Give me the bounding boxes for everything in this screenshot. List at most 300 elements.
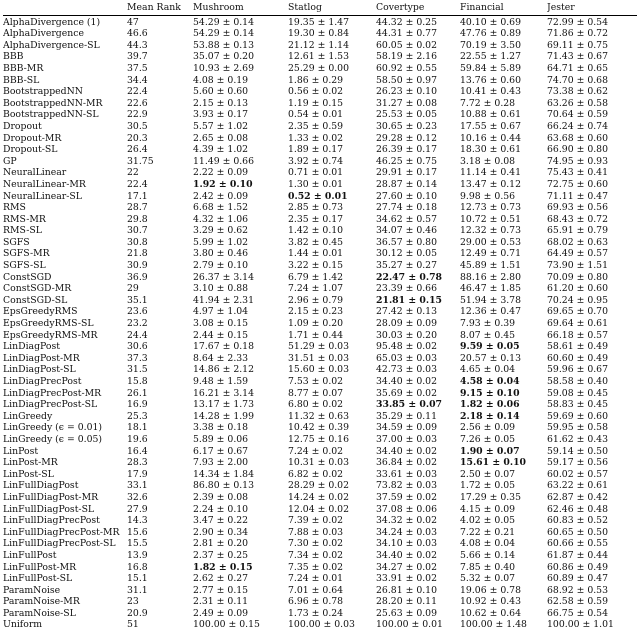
covertype-cell: 35.29 ± 0.11 — [376, 410, 438, 422]
covertype-cell: 26.39 ± 0.17 — [376, 144, 438, 156]
table-row — [3, 318, 637, 330]
financial-cell: 13.76 ± 0.60 — [460, 74, 522, 86]
algorithm-cell: LinPost — [3, 445, 39, 457]
covertype-cell: 35.27 ± 0.27 — [376, 260, 438, 272]
mushroom-cell: 4.32 ± 1.06 — [193, 213, 249, 225]
mushroom-cell: 1.92 ± 0.10 — [193, 178, 253, 190]
jester-cell: 74.70 ± 0.68 — [547, 74, 609, 86]
statlog-cell: 2.15 ± 0.23 — [288, 306, 344, 318]
jester-cell: 75.43 ± 0.41 — [547, 167, 609, 179]
financial-cell: 5.32 ± 0.07 — [460, 573, 516, 585]
statlog-cell: 21.12 ± 1.14 — [288, 39, 350, 51]
financial-cell: 2.56 ± 0.09 — [460, 422, 516, 434]
mushroom-cell: 35.07 ± 0.20 — [193, 51, 255, 63]
financial-cell: 29.00 ± 0.53 — [460, 236, 522, 248]
covertype-cell: 34.40 ± 0.02 — [376, 445, 438, 457]
mean-rank-cell: 29 — [127, 283, 139, 295]
mushroom-cell: 3.08 ± 0.15 — [193, 318, 249, 330]
statlog-cell: 0.71 ± 0.01 — [288, 167, 344, 179]
table-row — [3, 504, 637, 516]
mean-rank-cell: 51 — [127, 619, 139, 631]
algorithm-cell: AlphaDivergence — [3, 28, 84, 40]
statlog-cell: 7.24 ± 0.02 — [288, 445, 344, 457]
table-row — [3, 341, 637, 353]
mushroom-cell: 2.79 ± 0.10 — [193, 260, 249, 272]
mean-rank-cell: 29.8 — [127, 213, 148, 225]
financial-cell: 17.29 ± 0.35 — [460, 491, 522, 503]
statlog-cell: 0.54 ± 0.01 — [288, 109, 344, 121]
jester-cell: 68.02 ± 0.63 — [547, 236, 609, 248]
table-row — [3, 51, 637, 63]
statlog-cell: 1.89 ± 0.17 — [288, 144, 344, 156]
table-row — [3, 596, 637, 608]
mushroom-cell: 9.48 ± 1.59 — [193, 376, 249, 387]
covertype-cell: 95.48 ± 0.02 — [376, 341, 438, 353]
mean-rank-cell: 30.6 — [127, 341, 148, 353]
jester-cell: 61.87 ± 0.44 — [547, 549, 609, 561]
covertype-cell: 35.69 ± 0.02 — [376, 387, 438, 399]
table-row — [3, 295, 637, 307]
covertype-cell: 26.23 ± 0.10 — [376, 86, 438, 98]
financial-cell: 22.55 ± 1.27 — [460, 51, 522, 63]
header-jester: Jester — [547, 2, 637, 15]
jester-cell: 60.89 ± 0.47 — [547, 573, 609, 585]
table-row — [3, 306, 637, 318]
statlog-cell: 7.88 ± 0.03 — [288, 526, 344, 538]
statlog-cell: 51.29 ± 0.03 — [288, 341, 350, 353]
algorithm-cell: LinFullDiagPost-SL — [3, 503, 95, 515]
mean-rank-cell: 23.2 — [127, 318, 148, 330]
statlog-cell: 28.29 ± 0.02 — [288, 480, 350, 492]
financial-cell: 2.50 ± 0.07 — [460, 468, 516, 480]
mean-rank-cell: 28.3 — [127, 457, 148, 469]
mushroom-cell: 53.88 ± 0.13 — [193, 39, 255, 51]
table-row — [3, 225, 637, 237]
statlog-cell: 7.35 ± 0.02 — [288, 561, 344, 573]
mean-rank-cell: 22.6 — [127, 97, 148, 109]
mean-rank-cell: 22.4 — [127, 178, 148, 190]
jester-cell: 60.60 ± 0.49 — [547, 352, 609, 364]
mean-rank-cell: 47 — [127, 16, 139, 28]
algorithm-cell: LinDiagPost-MR — [3, 352, 80, 364]
financial-cell: 51.94 ± 3.78 — [460, 294, 522, 306]
financial-cell: 59.84 ± 5.89 — [460, 62, 522, 74]
mushroom-cell: 16.21 ± 3.14 — [193, 387, 255, 399]
financial-cell: 7.85 ± 0.40 — [460, 561, 516, 573]
mushroom-cell: 14.34 ± 1.84 — [193, 468, 255, 480]
covertype-cell: 34.24 ± 0.03 — [376, 526, 438, 538]
header-covertype: Covertype — [376, 2, 460, 15]
mushroom-cell: 2.39 ± 0.08 — [193, 491, 249, 503]
statlog-cell: 2.35 ± 0.17 — [288, 213, 344, 225]
statlog-cell: 1.86 ± 0.29 — [288, 74, 344, 86]
mushroom-cell: 3.38 ± 0.18 — [193, 422, 249, 434]
covertype-cell: 73.82 ± 0.03 — [376, 480, 438, 492]
covertype-cell: 44.32 ± 0.25 — [376, 16, 438, 28]
financial-cell: 15.61 ± 0.10 — [460, 457, 527, 469]
mean-rank-cell: 19.6 — [127, 433, 148, 445]
financial-cell: 8.07 ± 0.45 — [460, 329, 516, 341]
table-row — [3, 63, 637, 75]
mushroom-cell: 14.28 ± 1.99 — [193, 410, 255, 422]
algorithm-cell: LinGreedy (ϵ = 0.05) — [3, 433, 103, 445]
statlog-cell: 7.24 ± 1.07 — [288, 283, 344, 295]
algorithm-cell: LinFullDiagPrecPost-SL — [3, 538, 116, 550]
jester-cell: 64.71 ± 0.65 — [547, 62, 609, 74]
covertype-cell: 30.65 ± 0.23 — [376, 120, 438, 132]
jester-cell: 69.64 ± 0.61 — [547, 318, 609, 330]
algorithm-cell: RMS-MR — [3, 213, 46, 225]
statlog-cell: 12.61 ± 1.53 — [288, 51, 350, 63]
covertype-cell: 34.40 ± 0.02 — [376, 376, 438, 387]
financial-cell: 88.16 ± 2.80 — [460, 271, 522, 283]
covertype-cell: 34.62 ± 0.57 — [376, 213, 438, 225]
algorithm-cell: LinDiagPost — [3, 341, 61, 353]
financial-cell: 3.18 ± 0.08 — [460, 155, 516, 167]
algorithm-cell: LinDiagPrecPost — [3, 376, 82, 387]
covertype-cell: 33.91 ± 0.02 — [376, 573, 438, 585]
statlog-cell: 1.33 ± 0.02 — [288, 132, 344, 144]
mean-rank-cell: 23.6 — [127, 306, 148, 318]
mushroom-cell: 2.24 ± 0.10 — [193, 503, 249, 515]
table-row — [3, 399, 637, 411]
mean-rank-cell: 36.9 — [127, 271, 148, 283]
header-row — [3, 2, 637, 15]
statlog-cell: 7.24 ± 0.01 — [288, 573, 344, 585]
algorithm-cell: NeuralLinear — [3, 167, 67, 179]
jester-cell: 60.65 ± 0.50 — [547, 526, 609, 538]
table-row — [3, 283, 637, 295]
algorithm-cell: GP — [3, 155, 17, 167]
mean-rank-cell: 39.7 — [127, 51, 148, 63]
jester-cell: 63.22 ± 0.61 — [547, 480, 609, 492]
financial-cell: 47.76 ± 0.89 — [460, 28, 522, 40]
table-row — [3, 214, 637, 226]
algorithm-cell: ConstSGD-MR — [3, 283, 72, 295]
mushroom-cell: 3.10 ± 0.88 — [193, 283, 249, 295]
jester-cell: 100.00 ± 1.01 — [547, 619, 614, 631]
jester-cell: 71.86 ± 0.72 — [547, 28, 609, 40]
statlog-cell: 10.42 ± 0.39 — [288, 422, 350, 434]
covertype-cell: 27.60 ± 0.10 — [376, 190, 438, 202]
jester-cell: 60.02 ± 0.57 — [547, 468, 609, 480]
mean-rank-cell: 31.5 — [127, 364, 148, 376]
algorithm-cell: Uniform — [3, 619, 43, 631]
financial-cell: 7.22 ± 0.21 — [460, 526, 516, 538]
mushroom-cell: 2.15 ± 0.13 — [193, 97, 249, 109]
table-row — [3, 191, 637, 203]
statlog-cell: 7.53 ± 0.02 — [288, 376, 344, 387]
mean-rank-cell: 13.9 — [127, 549, 148, 561]
table-row — [3, 202, 637, 214]
table-row — [3, 98, 637, 110]
algorithm-cell: LinFullDiagPrecPost-MR — [3, 526, 120, 538]
table-header — [3, 2, 637, 15]
mushroom-cell: 2.90 ± 0.34 — [193, 526, 249, 538]
header-algorithm — [3, 2, 127, 15]
covertype-cell: 34.27 ± 0.02 — [376, 561, 438, 573]
mushroom-cell: 2.22 ± 0.09 — [193, 167, 249, 179]
table-row — [3, 260, 637, 272]
mushroom-cell: 4.97 ± 1.04 — [193, 306, 249, 318]
statlog-cell: 7.34 ± 0.02 — [288, 549, 344, 561]
mushroom-cell: 3.29 ± 0.62 — [193, 225, 249, 237]
table-row — [3, 237, 637, 249]
jester-cell: 60.83 ± 0.52 — [547, 515, 609, 527]
financial-cell: 13.47 ± 0.12 — [460, 178, 522, 190]
table-row — [3, 156, 637, 168]
jester-cell: 72.75 ± 0.60 — [547, 178, 609, 190]
jester-cell: 73.38 ± 0.62 — [547, 86, 609, 98]
mushroom-cell: 10.93 ± 2.69 — [193, 62, 255, 74]
jester-cell: 66.18 ± 0.57 — [547, 329, 609, 341]
covertype-cell: 60.05 ± 0.02 — [376, 39, 438, 51]
financial-cell: 7.26 ± 0.05 — [460, 433, 516, 445]
table-row — [3, 446, 637, 458]
header-statlog: Statlog — [288, 2, 376, 15]
algorithm-cell: LinFullDiagPost-MR — [3, 491, 99, 503]
statlog-cell: 1.19 ± 0.15 — [288, 97, 344, 109]
mushroom-cell: 2.31 ± 0.11 — [193, 596, 249, 608]
jester-cell: 65.91 ± 0.79 — [547, 225, 609, 237]
mushroom-cell: 2.44 ± 0.15 — [193, 329, 249, 341]
jester-cell: 61.62 ± 0.43 — [547, 433, 609, 445]
mushroom-cell: 2.65 ± 0.08 — [193, 132, 249, 144]
mean-rank-cell: 22 — [127, 167, 139, 179]
jester-cell: 68.92 ± 0.53 — [547, 584, 609, 596]
covertype-cell: 34.59 ± 0.09 — [376, 422, 438, 434]
jester-cell: 58.61 ± 0.49 — [547, 341, 609, 353]
algorithm-cell: LinDiagPrecPost-MR — [3, 387, 102, 399]
mean-rank-cell: 15.6 — [127, 526, 148, 538]
financial-cell: 5.66 ± 0.14 — [460, 549, 516, 561]
algorithm-cell: SGFS-SL — [3, 260, 46, 272]
table-row — [3, 167, 637, 179]
algorithm-cell: AlphaDivergence-SL — [3, 39, 100, 51]
mean-rank-cell: 16.4 — [127, 445, 148, 457]
mushroom-cell: 4.39 ± 1.02 — [193, 144, 249, 156]
algorithm-cell: BBB-MR — [3, 62, 44, 74]
jester-cell: 59.14 ± 0.50 — [547, 445, 609, 457]
financial-cell: 7.72 ± 0.28 — [460, 97, 516, 109]
financial-cell: 20.57 ± 0.13 — [460, 352, 522, 364]
covertype-cell: 60.92 ± 0.55 — [376, 62, 438, 74]
algorithm-cell: EpsGreedyRMS-MR — [3, 329, 98, 341]
jester-cell: 71.43 ± 0.67 — [547, 51, 609, 63]
financial-cell: 10.88 ± 0.61 — [460, 109, 522, 121]
algorithm-cell: BBB — [3, 51, 24, 63]
algorithm-cell: LinFullDiagPost — [3, 480, 79, 492]
financial-cell: 2.18 ± 0.14 — [460, 410, 520, 422]
table-row — [3, 527, 637, 539]
mean-rank-cell: 26.1 — [127, 387, 148, 399]
covertype-cell: 58.19 ± 2.16 — [376, 51, 438, 63]
covertype-cell: 42.73 ± 0.03 — [376, 364, 438, 376]
mean-rank-cell: 37.5 — [127, 62, 148, 74]
algorithm-cell: EpsGreedyRMS-SL — [3, 318, 94, 330]
mushroom-cell: 2.37 ± 0.25 — [193, 549, 249, 561]
algorithm-cell: LinGreedy (ϵ = 0.01) — [3, 422, 103, 434]
mushroom-cell: 14.86 ± 2.12 — [193, 364, 255, 376]
statlog-cell: 2.85 ± 0.73 — [288, 202, 344, 214]
header-mushroom: Mushroom — [193, 2, 288, 15]
statlog-cell: 3.82 ± 0.45 — [288, 236, 344, 248]
covertype-cell: 28.09 ± 0.09 — [376, 318, 438, 330]
jester-cell: 66.24 ± 0.74 — [547, 120, 609, 132]
financial-cell: 10.62 ± 0.64 — [460, 607, 522, 619]
algorithm-cell: BootstrappedNN-MR — [3, 97, 103, 109]
algorithm-cell: RMS — [3, 202, 26, 214]
algorithm-cell: Dropout — [3, 120, 42, 132]
financial-cell: 19.06 ± 0.78 — [460, 584, 522, 596]
mean-rank-cell: 28.7 — [127, 202, 148, 214]
table-row — [3, 619, 637, 631]
statlog-cell: 31.51 ± 0.03 — [288, 352, 350, 364]
mushroom-cell: 41.94 ± 2.31 — [193, 294, 255, 306]
mushroom-cell: 54.29 ± 0.14 — [193, 16, 255, 28]
financial-cell: 10.92 ± 0.43 — [460, 596, 522, 608]
table-row — [3, 75, 637, 87]
covertype-cell: 21.81 ± 0.15 — [376, 294, 443, 306]
mushroom-cell: 17.67 ± 0.18 — [193, 341, 255, 353]
covertype-cell: 34.40 ± 0.02 — [376, 549, 438, 561]
financial-cell: 4.58 ± 0.04 — [460, 376, 520, 387]
financial-cell: 10.41 ± 0.43 — [460, 86, 522, 98]
jester-cell: 60.86 ± 0.49 — [547, 561, 609, 573]
statlog-cell: 10.31 ± 0.03 — [288, 457, 350, 469]
table-row — [3, 330, 637, 342]
table-row — [3, 179, 637, 191]
mushroom-cell: 7.93 ± 2.00 — [193, 457, 249, 469]
mean-rank-cell: 31.1 — [127, 584, 148, 596]
table-body — [3, 15, 637, 631]
mushroom-cell: 2.49 ± 0.09 — [193, 607, 249, 619]
statlog-cell: 1.71 ± 0.44 — [288, 329, 344, 341]
covertype-cell: 30.12 ± 0.05 — [376, 248, 438, 260]
financial-cell: 4.08 ± 0.04 — [460, 538, 516, 550]
financial-cell: 1.90 ± 0.07 — [460, 445, 520, 457]
statlog-cell: 6.96 ± 0.78 — [288, 596, 344, 608]
statlog-cell: 7.39 ± 0.02 — [288, 515, 344, 527]
jester-cell: 60.66 ± 0.55 — [547, 538, 609, 550]
statlog-cell: 1.42 ± 0.10 — [288, 225, 344, 237]
financial-cell: 7.93 ± 0.39 — [460, 318, 516, 330]
covertype-cell: 28.87 ± 0.14 — [376, 178, 438, 190]
financial-cell: 4.65 ± 0.04 — [460, 364, 516, 376]
algorithm-cell: BootstrappedNN — [3, 86, 83, 98]
financial-cell: 9.15 ± 0.10 — [460, 387, 520, 399]
jester-cell: 73.90 ± 1.51 — [547, 260, 609, 272]
financial-cell: 12.73 ± 0.73 — [460, 202, 522, 214]
algorithm-cell: AlphaDivergence (1) — [3, 16, 101, 28]
algorithm-cell: BBB-SL — [3, 74, 40, 86]
statlog-cell: 1.09 ± 0.20 — [288, 318, 344, 330]
covertype-cell: 27.42 ± 0.13 — [376, 306, 438, 318]
table-row — [3, 353, 637, 365]
covertype-cell: 37.08 ± 0.06 — [376, 503, 438, 515]
algorithm-cell: ParamNoise-SL — [3, 607, 76, 619]
statlog-cell: 19.30 ± 0.84 — [288, 28, 350, 40]
algorithm-cell: LinGreedy — [3, 410, 53, 422]
mean-rank-cell: 22.9 — [127, 109, 148, 121]
mushroom-cell: 11.49 ± 0.66 — [193, 155, 255, 167]
table-row — [3, 133, 637, 145]
jester-cell: 71.11 ± 0.47 — [547, 190, 609, 202]
table-row — [3, 573, 637, 585]
jester-cell: 69.93 ± 0.56 — [547, 202, 609, 214]
mean-rank-cell: 37.3 — [127, 352, 148, 364]
financial-cell: 9.59 ± 0.05 — [460, 341, 520, 353]
financial-cell: 9.98 ± 0.56 — [460, 190, 516, 202]
statlog-cell: 11.32 ± 0.63 — [288, 410, 350, 422]
jester-cell: 63.68 ± 0.60 — [547, 132, 609, 144]
table-row — [3, 144, 637, 156]
mushroom-cell: 5.89 ± 0.06 — [193, 433, 249, 445]
statlog-cell: 7.30 ± 0.02 — [288, 538, 344, 550]
statlog-cell: 6.79 ± 1.42 — [288, 271, 344, 283]
algorithm-cell: EpsGreedyRMS — [3, 306, 78, 318]
mushroom-cell: 5.57 ± 1.02 — [193, 120, 249, 132]
covertype-cell: 27.74 ± 0.18 — [376, 202, 438, 214]
jester-cell: 63.26 ± 0.58 — [547, 97, 609, 109]
mushroom-cell: 54.29 ± 0.14 — [193, 28, 255, 40]
mean-rank-cell: 30.8 — [127, 236, 148, 248]
mean-rank-cell: 22.4 — [127, 86, 148, 98]
covertype-cell: 30.03 ± 0.20 — [376, 329, 438, 341]
table-row — [3, 15, 637, 28]
table-row — [3, 248, 637, 260]
table-row — [3, 538, 637, 550]
financial-cell: 10.72 ± 0.51 — [460, 213, 522, 225]
covertype-cell: 37.59 ± 0.02 — [376, 491, 438, 503]
financial-cell: 4.02 ± 0.05 — [460, 515, 516, 527]
algorithm-cell: LinFullPost-SL — [3, 573, 73, 585]
covertype-cell: 34.07 ± 0.46 — [376, 225, 438, 237]
financial-cell: 12.32 ± 0.73 — [460, 225, 522, 237]
mean-rank-cell: 17.9 — [127, 468, 148, 480]
algorithm-cell: ParamNoise-MR — [3, 596, 80, 608]
covertype-cell: 29.91 ± 0.17 — [376, 167, 438, 179]
algorithm-cell: LinDiagPost-SL — [3, 364, 76, 376]
table-row — [3, 469, 637, 481]
algorithm-cell: LinPost-MR — [3, 457, 58, 469]
jester-cell: 59.08 ± 0.45 — [547, 387, 609, 399]
jester-cell: 58.83 ± 0.45 — [547, 399, 609, 411]
mean-rank-cell: 23 — [127, 596, 139, 608]
jester-cell: 66.90 ± 0.80 — [547, 144, 609, 156]
mean-rank-cell: 14.3 — [127, 515, 148, 527]
table-row — [3, 422, 637, 434]
financial-cell: 46.47 ± 1.85 — [460, 283, 522, 295]
covertype-cell: 34.32 ± 0.02 — [376, 515, 438, 527]
statlog-cell: 14.24 ± 0.02 — [288, 491, 350, 503]
mean-rank-cell: 30.7 — [127, 225, 148, 237]
algorithm-cell: ConstSGD — [3, 271, 52, 283]
jester-cell: 70.09 ± 0.80 — [547, 271, 609, 283]
covertype-cell: 65.03 ± 0.03 — [376, 352, 438, 364]
mean-rank-cell: 30.9 — [127, 260, 148, 272]
statlog-cell: 100.00 ± 0.03 — [288, 619, 355, 631]
covertype-cell: 25.53 ± 0.05 — [376, 109, 438, 121]
mushroom-cell: 1.82 ± 0.15 — [193, 561, 253, 573]
covertype-cell: 33.85 ± 0.07 — [376, 399, 443, 411]
jester-cell: 61.20 ± 0.60 — [547, 283, 609, 295]
jester-cell: 62.46 ± 0.48 — [547, 503, 609, 515]
mushroom-cell: 86.80 ± 0.13 — [193, 480, 255, 492]
mean-rank-cell: 46.6 — [127, 28, 148, 40]
mean-rank-cell: 35.1 — [127, 294, 148, 306]
mean-rank-cell: 16.9 — [127, 399, 148, 411]
